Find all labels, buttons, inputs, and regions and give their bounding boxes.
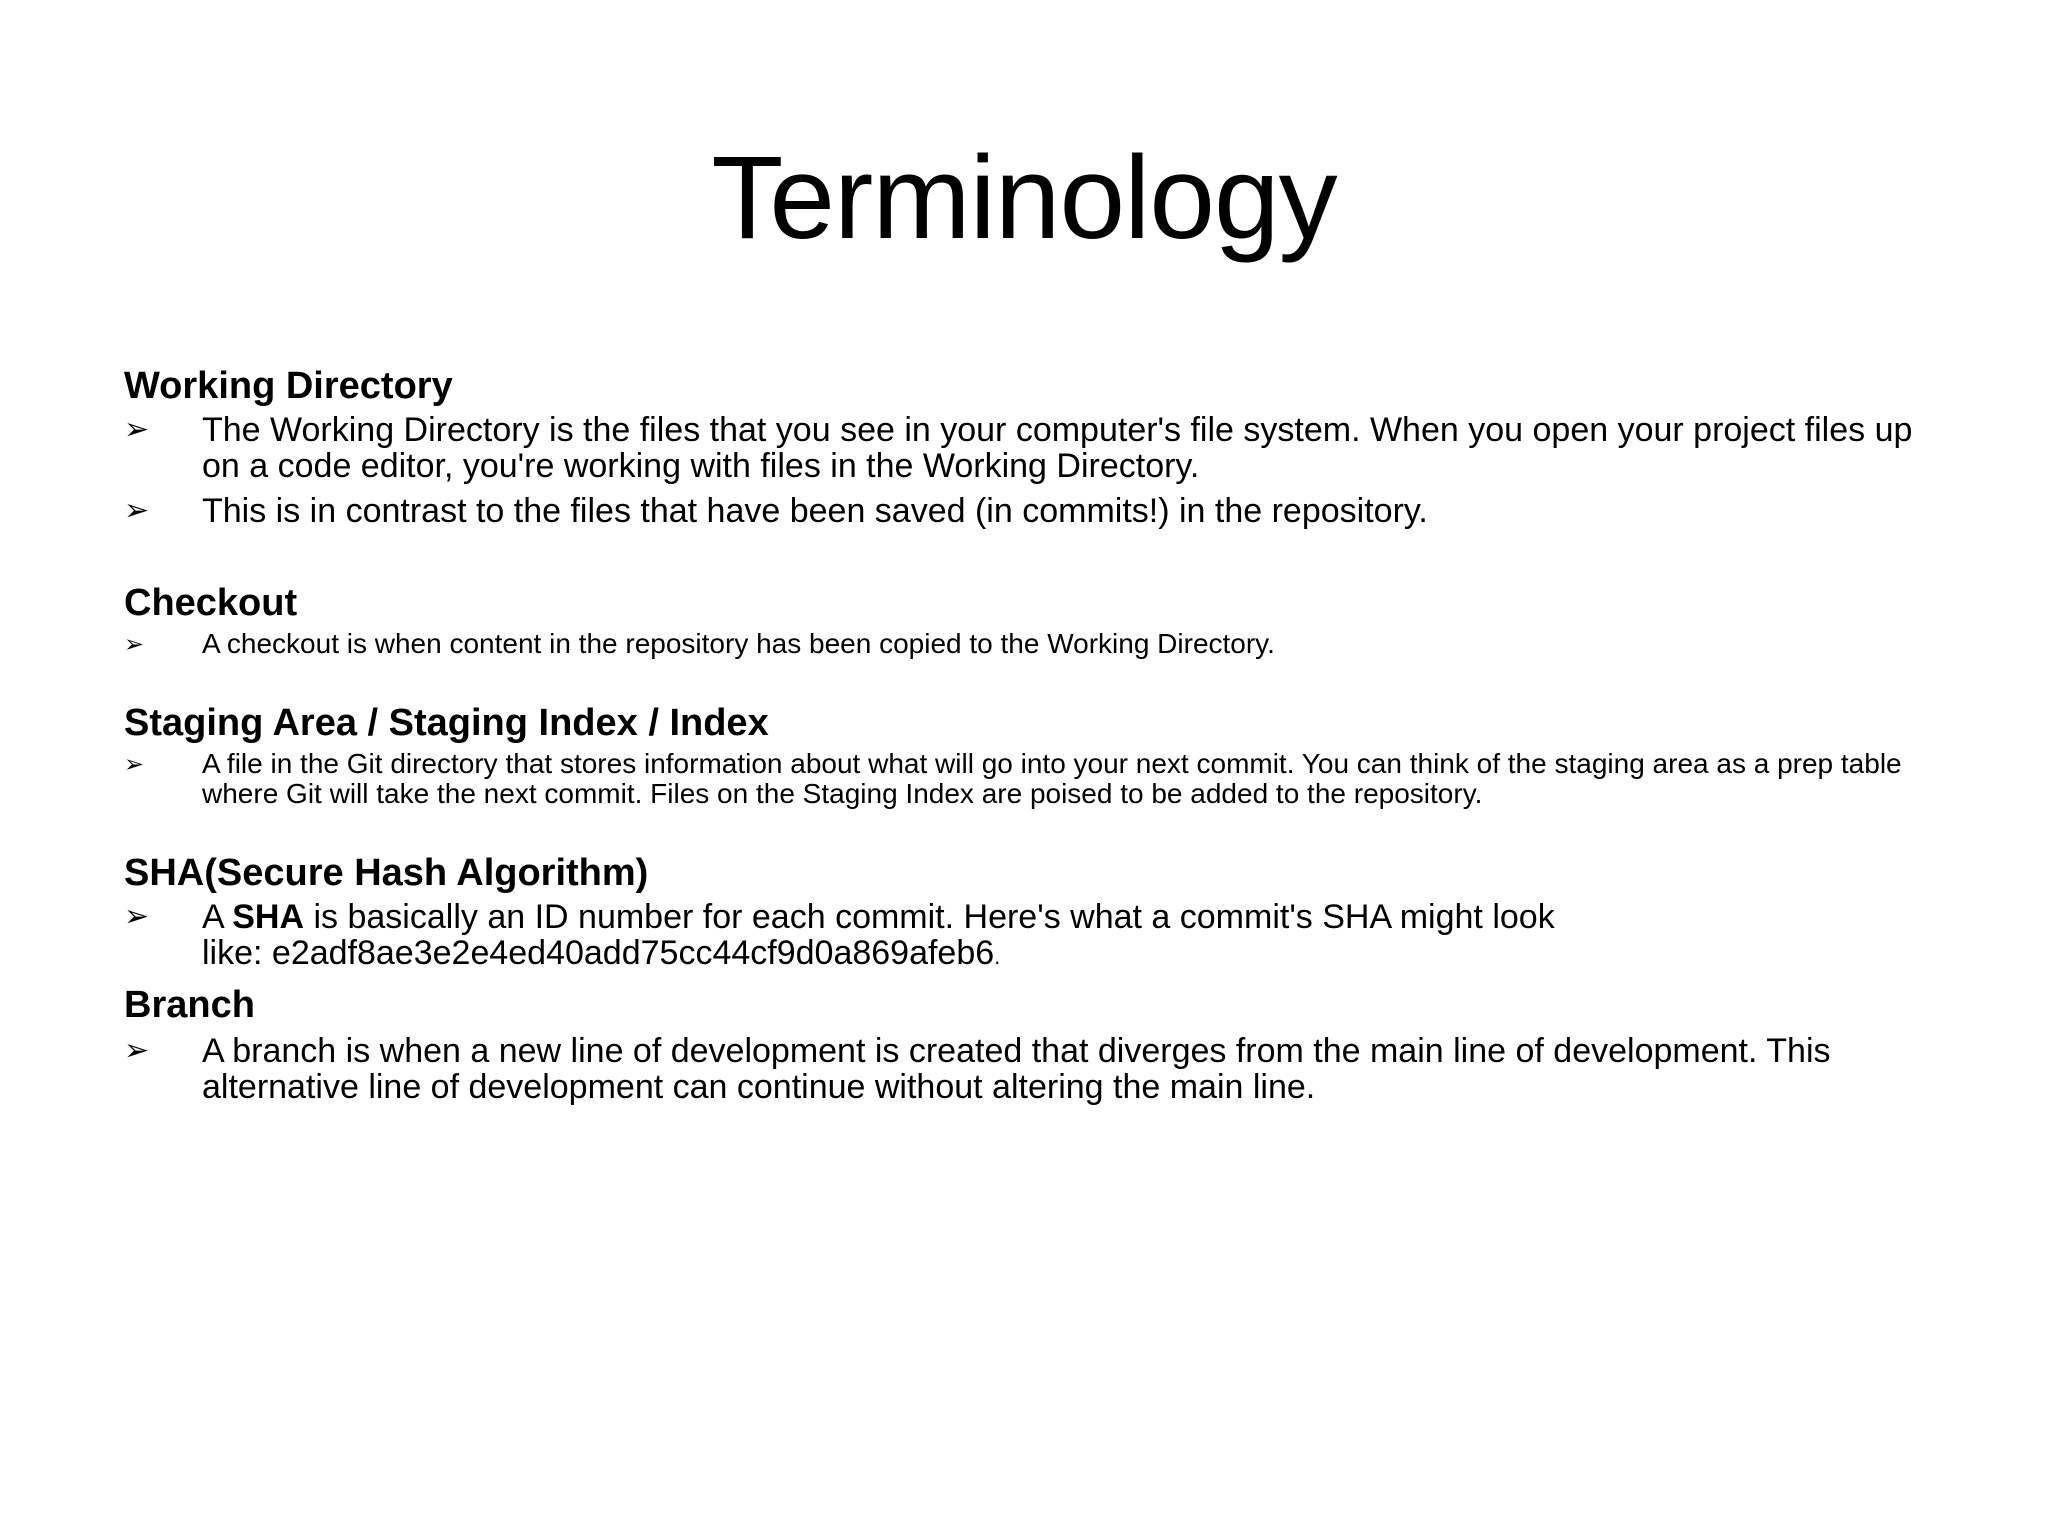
section-checkout bbox=[124, 579, 1954, 659]
bullet-item bbox=[124, 493, 1954, 529]
slide-title: Terminology bbox=[711, 132, 1337, 264]
bullet-text: is basically an ID number for each commit. Here's what a commit's SHA might look like: e2adf8ae3e2e4ed40add75cc44cf9d0a869afeb6 bbox=[202, 898, 1555, 972]
slide-content bbox=[124, 362, 1954, 1105]
section-heading: Working Directory bbox=[124, 365, 453, 407]
arrow-bullet-icon: ➢ bbox=[124, 493, 150, 528]
arrow-bullet-icon: ➢ bbox=[124, 899, 150, 934]
section-heading: Staging Area / Staging Index / Index bbox=[124, 702, 769, 744]
section-branch bbox=[124, 981, 1954, 1105]
bullet-item bbox=[124, 1033, 1954, 1105]
bullet-text: A file in the Git directory that stores information about what will go into your next commit. You can think of the staging area as a prep table where Git will take the next commit. Files on the Staging Index are poised to be added to the repository. bbox=[202, 748, 1902, 809]
arrow-bullet-icon: ➢ bbox=[124, 750, 145, 778]
bullet-text-period: . bbox=[994, 944, 1001, 969]
section-staging-area bbox=[124, 699, 1954, 809]
bullet-item bbox=[124, 899, 1954, 975]
arrow-bullet-icon: ➢ bbox=[124, 630, 145, 658]
bullet-text: This is in contrast to the files that have been saved (in commits!) in the repository. bbox=[202, 492, 1428, 530]
bullet-text-prefix: A bbox=[202, 898, 233, 936]
bullet-text: A branch is when a new line of development is created that diverges from the main line of development. This alternative line of development can continue without altering the main line. bbox=[202, 1032, 1831, 1106]
arrow-bullet-icon: ➢ bbox=[124, 1033, 150, 1068]
bullet-text: The Working Directory is the files that you see in your computer's file system. When you open your project files up on a code editor, you're working with files in the Working Directory. bbox=[202, 411, 1913, 485]
section-heading: SHA(Secure Hash Algorithm) bbox=[124, 852, 649, 894]
bullet-text-bold: SHA bbox=[232, 898, 305, 936]
bullet-item bbox=[124, 749, 1954, 809]
section-working-directory bbox=[124, 362, 1954, 529]
bullet-item bbox=[124, 412, 1954, 484]
section-sha bbox=[124, 849, 1954, 975]
arrow-bullet-icon: ➢ bbox=[124, 412, 150, 447]
section-heading: Checkout bbox=[124, 582, 298, 624]
bullet-text: A checkout is when content in the repository has been copied to the Working Directory. bbox=[202, 628, 1275, 659]
section-heading: Branch bbox=[124, 984, 255, 1026]
bullet-item bbox=[124, 629, 1954, 659]
